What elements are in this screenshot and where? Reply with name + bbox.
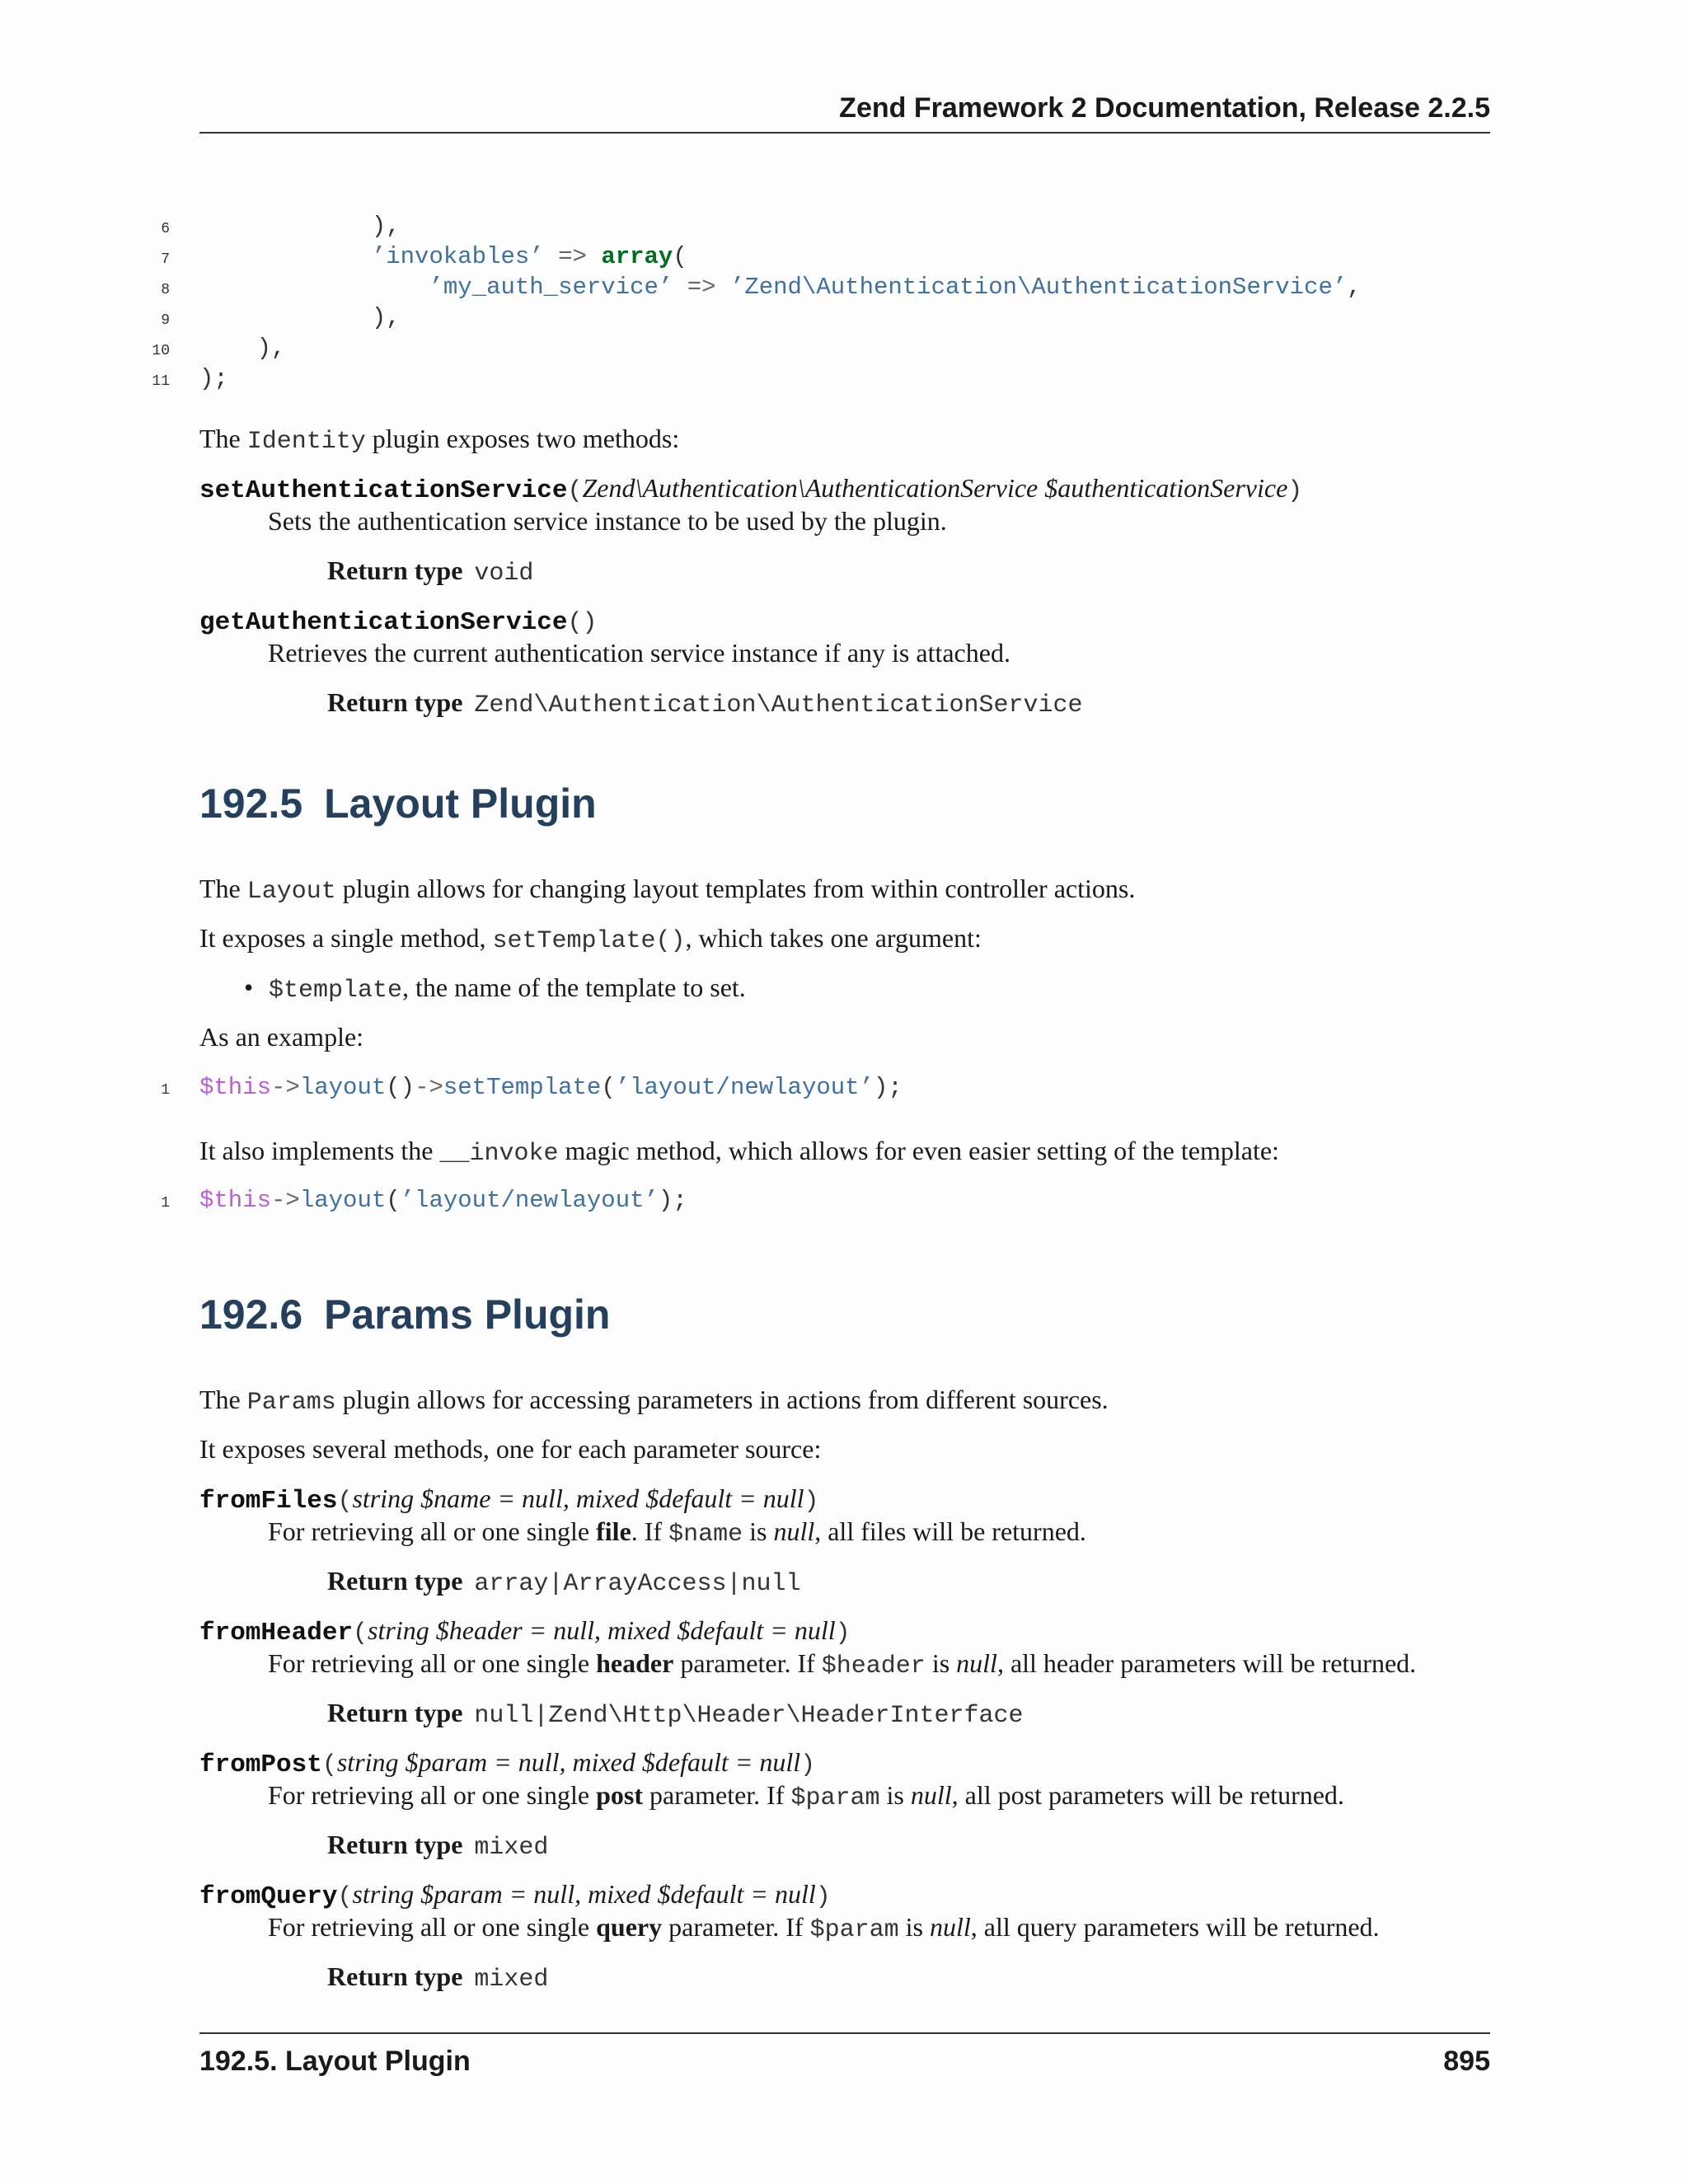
code-keyword: array xyxy=(601,243,673,270)
code-string: ’Zend\Authentication\AuthenticationService’ xyxy=(729,274,1348,301)
code-line: 1 $this->layout(’layout/newlayout’); xyxy=(0,1187,1688,1216)
method-params: Zend\Authentication\AuthenticationService $authenticationService xyxy=(582,473,1288,503)
running-footer xyxy=(199,2032,1490,2077)
code-string: ’invokables’ xyxy=(371,243,544,270)
identity-intro: The Identity plugin exposes two methods: xyxy=(199,424,680,456)
code-variable: $this xyxy=(199,1187,272,1214)
return-type-label: Return type xyxy=(327,1698,463,1727)
method-description: Retrieves the current authentication service instance if any is attached. xyxy=(268,638,1010,668)
method-description: For retrieving all or one single post parameter. If $param is null, all post parameters will be returned. xyxy=(268,1780,1344,1812)
line-number: 1 xyxy=(161,1195,170,1212)
method-name: setAuthenticationService xyxy=(199,476,568,505)
code-string: ’layout/newlayout’ xyxy=(615,1074,874,1101)
line-number: 9 xyxy=(161,312,170,329)
code-line xyxy=(0,335,1688,364)
params-intro: The Params plugin allows for accessing parameters in actions from different sources. xyxy=(199,1385,1109,1417)
code-line: 1 $this->layout()->setTemplate(’layout/newlayout’); xyxy=(0,1074,1688,1104)
page-number: 895 xyxy=(1443,2046,1490,2077)
inline-code: Layout xyxy=(246,878,336,906)
code-text: ); xyxy=(199,365,228,392)
return-type-value: mixed xyxy=(474,1834,549,1862)
line-number: 8 xyxy=(161,282,170,298)
return-type-label: Return type xyxy=(327,555,463,585)
method-signature-getauthenticationservice: getAuthenticationService() xyxy=(199,608,598,637)
code-line: 7 ’invokables’ => array( xyxy=(0,243,1688,273)
inline-code: $template xyxy=(269,977,403,1005)
line-number: 1 xyxy=(161,1082,170,1099)
inline-code: $name xyxy=(668,1521,743,1549)
code-line xyxy=(0,365,1688,395)
section-title: Params Plugin xyxy=(324,1291,611,1338)
method-description: For retrieving all or one single header parameter. If $header is null, all header parameters will be returned. xyxy=(268,1648,1417,1680)
inline-code: $header xyxy=(821,1652,926,1680)
method-params: string $name = null, mixed $default = null xyxy=(352,1483,804,1513)
return-type xyxy=(327,1564,801,1601)
return-type xyxy=(327,686,1083,722)
running-header xyxy=(199,92,1490,134)
section-heading-layout-plugin xyxy=(199,780,597,827)
inline-code: Identity xyxy=(246,428,366,456)
line-number: 7 xyxy=(161,251,170,268)
method-name: fromFiles xyxy=(199,1487,338,1516)
line-number: 10 xyxy=(152,343,170,359)
method-signature-frompost: fromPost(string $param = null, mixed $default = null) xyxy=(199,1747,816,1779)
code-text: ), xyxy=(371,304,401,331)
layout-intro: The Layout plugin allows for changing layout templates from within controller actions. xyxy=(199,874,1136,906)
line-number: 11 xyxy=(152,373,170,390)
section-number: 192.6 xyxy=(199,1291,303,1338)
inline-code: $param xyxy=(790,1784,880,1812)
inline-code: $param xyxy=(809,1916,899,1944)
method-description: For retrieving all or one single file. If $name is null, all files will be returned. xyxy=(268,1516,1086,1549)
footer-section-title: 192.5. Layout Plugin xyxy=(199,2046,471,2077)
return-type xyxy=(327,554,533,590)
return-type-label: Return type xyxy=(327,1961,463,1991)
return-type xyxy=(327,1960,548,1996)
code-line xyxy=(0,213,1688,242)
inline-code: setTemplate() xyxy=(492,927,686,955)
return-type xyxy=(327,1696,1024,1732)
inline-code: __invoke xyxy=(439,1140,559,1168)
return-type-value: Zend\Authentication\AuthenticationService xyxy=(474,691,1083,719)
return-type-value: mixed xyxy=(474,1966,549,1994)
return-type-value: null|Zend\Http\Header\HeaderInterface xyxy=(474,1702,1024,1730)
method-description: Sets the authentication service instance to be used by the plugin. xyxy=(268,506,947,536)
code-text: ), xyxy=(256,335,286,362)
method-signature-fromheader: fromHeader(string $header = null, mixed $default = null) xyxy=(199,1615,851,1647)
code-text: ), xyxy=(371,213,401,240)
document-title: Zend Framework 2 Documentation, Release 2.2.5 xyxy=(839,92,1490,124)
method-params: string $param = null, mixed $default = null xyxy=(352,1879,816,1909)
return-type-value: void xyxy=(474,560,534,588)
code-line xyxy=(0,304,1688,334)
method-name: fromPost xyxy=(199,1750,322,1779)
method-params: string $header = null, mixed $default = null xyxy=(368,1615,836,1645)
code-variable: $this xyxy=(199,1074,272,1101)
method-params: string $param = null, mixed $default = null xyxy=(336,1747,801,1777)
return-type-label: Return type xyxy=(327,1566,463,1596)
bullet-icon: • xyxy=(244,972,254,1002)
method-signature-fromfiles: fromFiles(string $name = null, mixed $default = null) xyxy=(199,1483,819,1516)
return-type-value: array|ArrayAccess|null xyxy=(474,1570,801,1598)
return-type xyxy=(327,1828,548,1864)
code-string: ’my_auth_service’ xyxy=(429,274,673,301)
code-string: ’layout/newlayout’ xyxy=(400,1187,659,1214)
method-signature-setauthenticationservice: setAuthenticationService(Zend\Authentication\AuthenticationService $authenticationService) xyxy=(199,473,1303,505)
return-type-label: Return type xyxy=(327,687,463,717)
code-line: 8 ’my_auth_service’ => ’Zend\Authentication\AuthenticationService’, xyxy=(0,274,1688,303)
method-signature-fromquery: fromQuery(string $param = null, mixed $default = null) xyxy=(199,1879,831,1911)
layout-invoke-text: It also implements the __invoke magic method, which allows for even easier setting of the template: xyxy=(199,1136,1279,1168)
section-number: 192.5 xyxy=(199,780,303,827)
method-name: fromQuery xyxy=(199,1882,338,1911)
line-number: 6 xyxy=(161,221,170,237)
layout-method-intro: It exposes a single method, setTemplate(), which takes one argument: xyxy=(199,923,982,955)
method-name: getAuthenticationService xyxy=(199,608,568,637)
inline-code: Params xyxy=(246,1389,336,1417)
method-name: fromHeader xyxy=(199,1619,354,1647)
section-heading-params-plugin xyxy=(199,1291,610,1338)
method-description: For retrieving all or one single query parameter. If $param is null, all query parameters will be returned. xyxy=(268,1912,1380,1944)
return-type-label: Return type xyxy=(327,1830,463,1859)
example-label: As an example: xyxy=(199,1022,364,1052)
section-title: Layout Plugin xyxy=(324,780,597,827)
params-methods-intro: It exposes several methods, one for each parameter source: xyxy=(199,1434,822,1464)
